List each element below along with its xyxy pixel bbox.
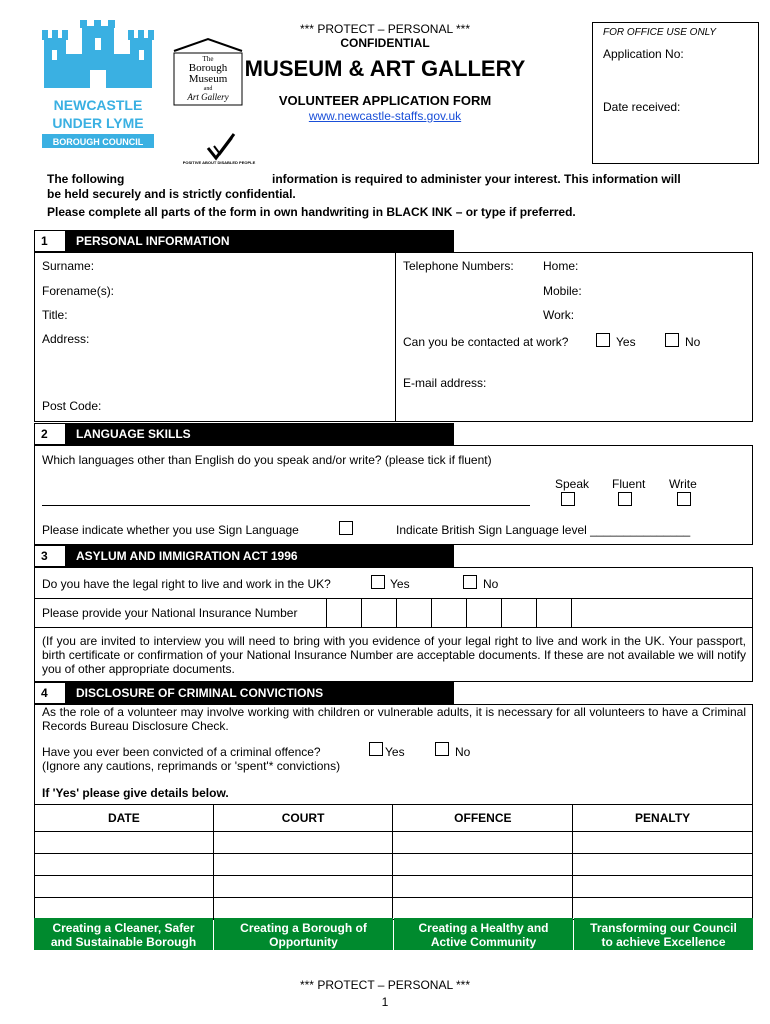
council-logo-sub: BOROUGH COUNCIL [52, 137, 144, 147]
asylum-note: (If you are invited to interview you will need to bring with you evidence of your legal right to live and work in the UK. Your passport, birth certificate or confirmation of your National Insurance Number are acceptable documents. If these are not available we will notify you of other appropriate documents. [42, 634, 746, 676]
column-header: OFFENCE [393, 805, 573, 832]
section-2-header [34, 423, 454, 445]
page-number: 1 [381, 995, 389, 1009]
section-number: 2 [34, 423, 66, 445]
table-cell[interactable] [573, 898, 753, 920]
ni-number-label: Please provide your National Insurance Number [42, 606, 298, 620]
ignore-cautions-note: (Ignore any cautions, reprimands or 'spent'* convictions) [42, 759, 341, 773]
bsl-level-field[interactable]: Indicate British Sign Language level _______________ [396, 523, 691, 537]
contact-work-no-checkbox[interactable] [665, 333, 679, 347]
asylum-note-box [34, 627, 753, 682]
footer-slogan: Creating a Borough of Opportunity [214, 918, 393, 950]
section-title: DISCLOSURE OF CRIMINAL CONVICTIONS [76, 686, 324, 700]
fluent-checkbox[interactable] [618, 492, 632, 506]
section-number: 1 [34, 230, 66, 252]
table-cell[interactable] [393, 898, 573, 920]
table-row [35, 832, 753, 854]
convicted-no-label: No [455, 745, 471, 759]
section-4-header [34, 682, 454, 704]
column-header: COURT [213, 805, 393, 832]
right-to-work-yes-checkbox[interactable] [371, 575, 385, 589]
telephone-label: Telephone Numbers: [403, 259, 514, 273]
table-cell[interactable] [35, 898, 214, 920]
contact-at-work-label: Can you be contacted at work? [403, 335, 569, 349]
table-cell[interactable] [573, 832, 753, 854]
sign-language-label: Please indicate whether you use Sign Language [42, 523, 299, 537]
column-header: DATE [35, 805, 214, 832]
email-field[interactable]: E-mail address: [403, 376, 487, 390]
form-subtitle: VOLUNTEER APPLICATION FORM [278, 93, 492, 108]
postcode-field[interactable]: Post Code: [42, 399, 102, 413]
table-cell[interactable] [393, 832, 573, 854]
date-received-label: Date received: [603, 100, 681, 114]
write-label: Write [669, 477, 697, 491]
ni-number-box[interactable] [571, 598, 606, 628]
contact-work-yes-label: Yes [616, 335, 636, 349]
ni-number-box[interactable] [361, 598, 396, 628]
speak-label: Speak [555, 477, 590, 491]
page-title: MUSEUM & ART GALLERY [244, 56, 526, 81]
svg-text:POSITIVE ABOUT DISABLED PEOPLE: POSITIVE ABOUT DISABLED PEOPLE [182, 160, 256, 165]
table-cell[interactable] [35, 832, 214, 854]
table-cell[interactable] [213, 876, 393, 898]
section-number: 4 [34, 682, 66, 704]
footer-slogan: Creating a Healthy and Active Community [394, 918, 573, 950]
convicted-yes-checkbox[interactable] [369, 742, 383, 756]
intro-line-1a: The following [47, 172, 125, 186]
table-cell[interactable] [213, 898, 393, 920]
section-1-header [34, 230, 454, 252]
protect-marking-bottom: *** PROTECT – PERSONAL *** [299, 978, 471, 992]
convicted-yes-label: Yes [385, 745, 405, 759]
language-entry-line[interactable] [42, 505, 530, 506]
speak-checkbox[interactable] [561, 492, 575, 506]
title-field[interactable]: Title: [42, 308, 68, 322]
svg-text:Museum: Museum [188, 73, 228, 85]
mobile-phone-field[interactable]: Mobile: [543, 284, 582, 298]
office-use-box [592, 22, 759, 164]
address-field[interactable]: Address: [42, 332, 90, 346]
footer-slogan: Transforming our Council to achieve Excellence [574, 918, 753, 950]
convictions-table [34, 804, 753, 920]
section-number: 3 [34, 545, 66, 567]
table-row [35, 876, 753, 898]
svg-text:Art Gallery: Art Gallery [187, 92, 229, 102]
disclosure-intro: As the role of a volunteer may involve working with children or vulnerable adults, it is necessary for all volunteers to have a Criminal Records Bureau Disclosure Check. [42, 705, 746, 733]
table-cell[interactable] [573, 854, 753, 876]
svg-text:and: and [203, 86, 213, 92]
table-cell[interactable] [213, 854, 393, 876]
table-cell[interactable] [573, 876, 753, 898]
sign-language-checkbox[interactable] [339, 521, 353, 535]
table-cell[interactable] [393, 854, 573, 876]
intro-line-1b: information is required to administer your interest. This information will [272, 172, 681, 186]
table-header-row [35, 805, 753, 832]
convicted-question: Have you ever been convicted of a criminal offence? [42, 745, 321, 759]
personal-info-box [34, 252, 753, 422]
section-title: ASYLUM AND IMMIGRATION ACT 1996 [76, 549, 298, 563]
section-title: PERSONAL INFORMATION [76, 234, 230, 248]
fluent-label: Fluent [612, 477, 646, 491]
if-yes-note: If 'Yes' please give details below. [42, 786, 229, 800]
work-phone-field[interactable]: Work: [543, 308, 575, 322]
section-title: LANGUAGE SKILLS [76, 427, 191, 441]
surname-field[interactable]: Surname: [42, 259, 95, 273]
disability-tick-logo [182, 128, 256, 166]
table-cell[interactable] [35, 854, 214, 876]
ni-number-box[interactable] [326, 598, 361, 628]
svg-text:Borough: Borough [188, 62, 228, 74]
write-checkbox[interactable] [677, 492, 691, 506]
council-logo [38, 20, 158, 160]
right-to-work-label: Do you have the legal right to live and work in the UK? [42, 577, 331, 591]
intro-line-3: Please complete all parts of the form in own handwriting in BLACK INK – or type if preferred. [47, 205, 576, 219]
language-question: Which languages other than English do you speak and/or write? (please tick if fluent) [42, 453, 492, 467]
forenames-field[interactable]: Forename(s): [42, 284, 115, 298]
table-cell[interactable] [35, 876, 214, 898]
column-header: PENALTY [573, 805, 753, 832]
contact-work-yes-checkbox[interactable] [596, 333, 610, 347]
council-logo-line-2: UNDER LYME [52, 115, 144, 131]
footer-slogan: Creating a Cleaner, Safer and Sustainable Borough [34, 918, 213, 950]
right-to-work-yes-label: Yes [390, 577, 410, 591]
website-link[interactable]: www.newcastle-staffs.gov.uk [308, 109, 462, 123]
ni-number-box[interactable] [501, 598, 536, 628]
intro-line-2: be held securely and is strictly confidential. [47, 187, 296, 201]
right-to-work-no-checkbox[interactable] [463, 575, 477, 589]
ni-number-box[interactable] [396, 598, 431, 628]
contact-work-no-label: No [685, 335, 701, 349]
convicted-no-checkbox[interactable] [435, 742, 449, 756]
svg-text:The: The [202, 55, 214, 63]
museum-logo [170, 37, 246, 107]
table-row [35, 854, 753, 876]
ni-number-box[interactable] [536, 598, 571, 628]
ni-number-box[interactable] [431, 598, 466, 628]
table-row [35, 898, 753, 920]
table-cell[interactable] [393, 876, 573, 898]
council-logo-line-1: NEWCASTLE [53, 97, 143, 113]
ni-number-box[interactable] [466, 598, 501, 628]
application-no-label: Application No: [603, 47, 684, 61]
table-cell[interactable] [213, 832, 393, 854]
protect-marking-top: *** PROTECT – PERSONAL *** [299, 22, 471, 36]
right-to-work-no-label: No [483, 577, 499, 591]
office-use-heading: FOR OFFICE USE ONLY [603, 27, 716, 38]
confidential-label: CONFIDENTIAL [340, 36, 430, 50]
section-3-header [34, 545, 454, 567]
home-phone-field[interactable]: Home: [543, 259, 579, 273]
